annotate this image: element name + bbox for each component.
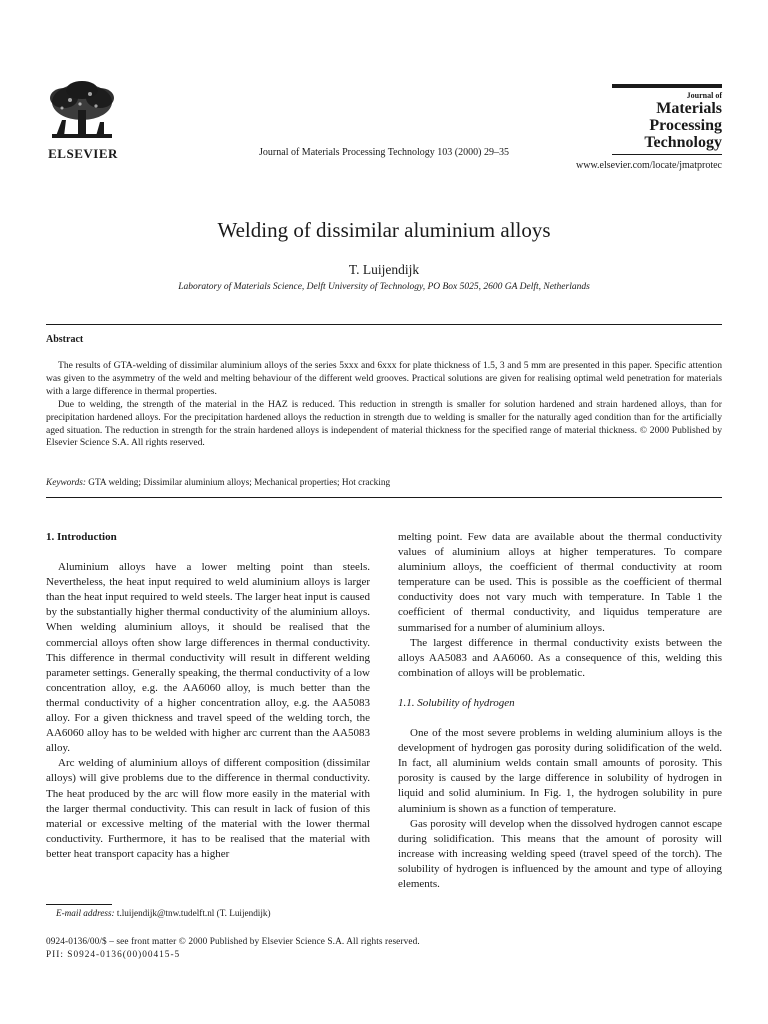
author-affiliation: Laboratory of Materials Science, Delft University of Technology, PO Box 5025, 2600 GA Delft, Netherlands — [178, 282, 590, 292]
body-paragraph-hydrogen-2: Gas porosity will develop when the dissolved hydrogen cannot escape during solidification. This means that the amount of porosity will increase with increasing welding speed (travel speed of the torch). The solubility of hydrogen is influenced by the amount and type of alloying elements. — [398, 817, 722, 890]
abstract-heading: Abstract — [46, 334, 84, 345]
footnote-rule — [46, 904, 112, 905]
footnote-email[interactable]: t.luijendijk@tnw.tudelft.nl (T. Luijendijk) — [116, 908, 271, 918]
intro-paragraph-1: Aluminium alloys have a lower melting point than steels. Nevertheless, the heat input required to weld aluminium alloys is larger than the heat input required to weld steels. The larger heat input is caused by the substantially higher thermal conductivity of the aluminium alloys. When welding aluminium alloys, it should be realised that the commercial alloys often show large differences in thermal conductivity. This difference in thermal conductivity will result in different welding parameter settings. Generally speaking, the thermal conductivity of a low concentration alloy, e.g. the AA6060 alloy, is much better than the thermal conductivity of a higher concentration alloy, e.g. the AA5083 alloy. For a given thickness and travel speed of the welding torch, the AA6060 alloy has to be welded with higher arc current than the AA5083 alloy. — [46, 561, 370, 755]
subsection-heading-hydrogen: 1.1. Solubility of hydrogen — [398, 696, 515, 709]
left-column — [46, 530, 370, 862]
abstract-paragraph-2: Due to welding, the strength of the material in the HAZ is reduced. This reduction in strength is smaller for solution hardened and strain hardened alloys, than for precipitation hardened alloys. For the precipitation hardened alloys the reduction in strength due to welding is smaller for the naturally aged condition than for the artificially aged situation. The reduction in strength for the strain hardened alloys is independent of material thickness for the specified range of material thickness. © 2000 Published by Elsevier Science S.A. All rights reserved. — [46, 398, 722, 449]
journal-citation: Journal of Materials Processing Technology 103 (2000) 29–35 — [259, 147, 509, 158]
right-column — [398, 530, 722, 892]
article-title: Welding of dissimilar aluminium alloys — [217, 218, 551, 242]
body-paragraph-thermal: The largest difference in thermal conductivity exists between the alloys AA5083 and AA6060. As a consequence of this, welding this combination of alloys will be problematic. — [398, 636, 722, 679]
section-heading-introduction: 1. Introduction — [46, 531, 117, 543]
footnote-label: E-mail address: — [56, 908, 115, 918]
keywords-list: GTA welding; Dissimilar aluminium alloys; Mechanical properties; Hot cracking — [88, 478, 391, 488]
keywords-label: Keywords: — [46, 478, 86, 488]
journal-logo-line-2: Processing — [649, 117, 722, 134]
journal-logo-of: Journal of — [686, 91, 722, 100]
abstract-paragraph-1: The results of GTA-welding of dissimilar aluminium alloys of the series 5xxx and 6xxx for plate thickness of 1.5, 3 and 5 mm are presented in this paper. Specific attention was given to the asymmetry of the weld and melting behaviour of the different weld grooves. Practical solutions are given for realising optimal weld penetration for materials with a large difference in thermal properties. — [46, 360, 722, 397]
elsevier-tree-icon — [44, 80, 120, 140]
journal-logo — [612, 84, 722, 155]
journal-logo-rule — [612, 84, 722, 88]
publisher-name: ELSEVIER — [48, 146, 118, 161]
intro-paragraph-2: Arc welding of aluminium alloys of different composition (dissimilar alloys) will give problems due to the difference in thermal conductivity. The heat produced by the arc will flow more easily in the material with the larger thermal conductivity. This can result in lack of fusion of this material or excessive melting of the material with the lower thermal conductivity. Furthermore, it has to be realised that the material with better heat transport capacity has a higher — [46, 757, 370, 860]
abstract-body — [46, 360, 722, 450]
divider-bottom — [46, 497, 722, 498]
journal-logo-line-1: Materials — [656, 100, 722, 117]
journal-url[interactable]: www.elsevier.com/locate/jmatprotec — [576, 160, 722, 171]
body-paragraph-hydrogen-1: One of the most severe problems in welding aluminium alloys is the development of hydrogen gas porosity during solidification of the weld. In fact, all aluminium welds contain small amounts of porosity. This porosity is caused by the large difference in solubility of hydrogen in liquid and solid aluminium. In Fig. 1, the hydrogen solubility in pure aluminium is shown as a function of temperature. — [398, 727, 722, 815]
keywords — [46, 478, 390, 488]
journal-logo-rule-bottom — [612, 154, 722, 155]
footnote — [56, 908, 271, 918]
copyright-line: 0924-0136/00/$ – see front matter © 2000 Published by Elsevier Science S.A. All rights reserved. — [46, 937, 420, 947]
divider-top — [46, 324, 722, 325]
article-author: T. Luijendijk — [348, 262, 420, 277]
journal-logo-line-3: Technology — [644, 134, 722, 151]
body-paragraph-continued: melting point. Few data are available about the thermal conductivity values of aluminium alloys at higher temperatures. To compare aluminium alloys, the coefficient of thermal conductivity at room temperature can be used. This is possible as the coefficient of thermal conductivity does not vary much with temperature. In Table 1 the coefficient of thermal conductivity, and liquidus temperature are summarised for a number of aluminium alloys. — [398, 531, 722, 634]
pii-line: PII: S0924-0136(00)00415-5 — [46, 950, 181, 960]
